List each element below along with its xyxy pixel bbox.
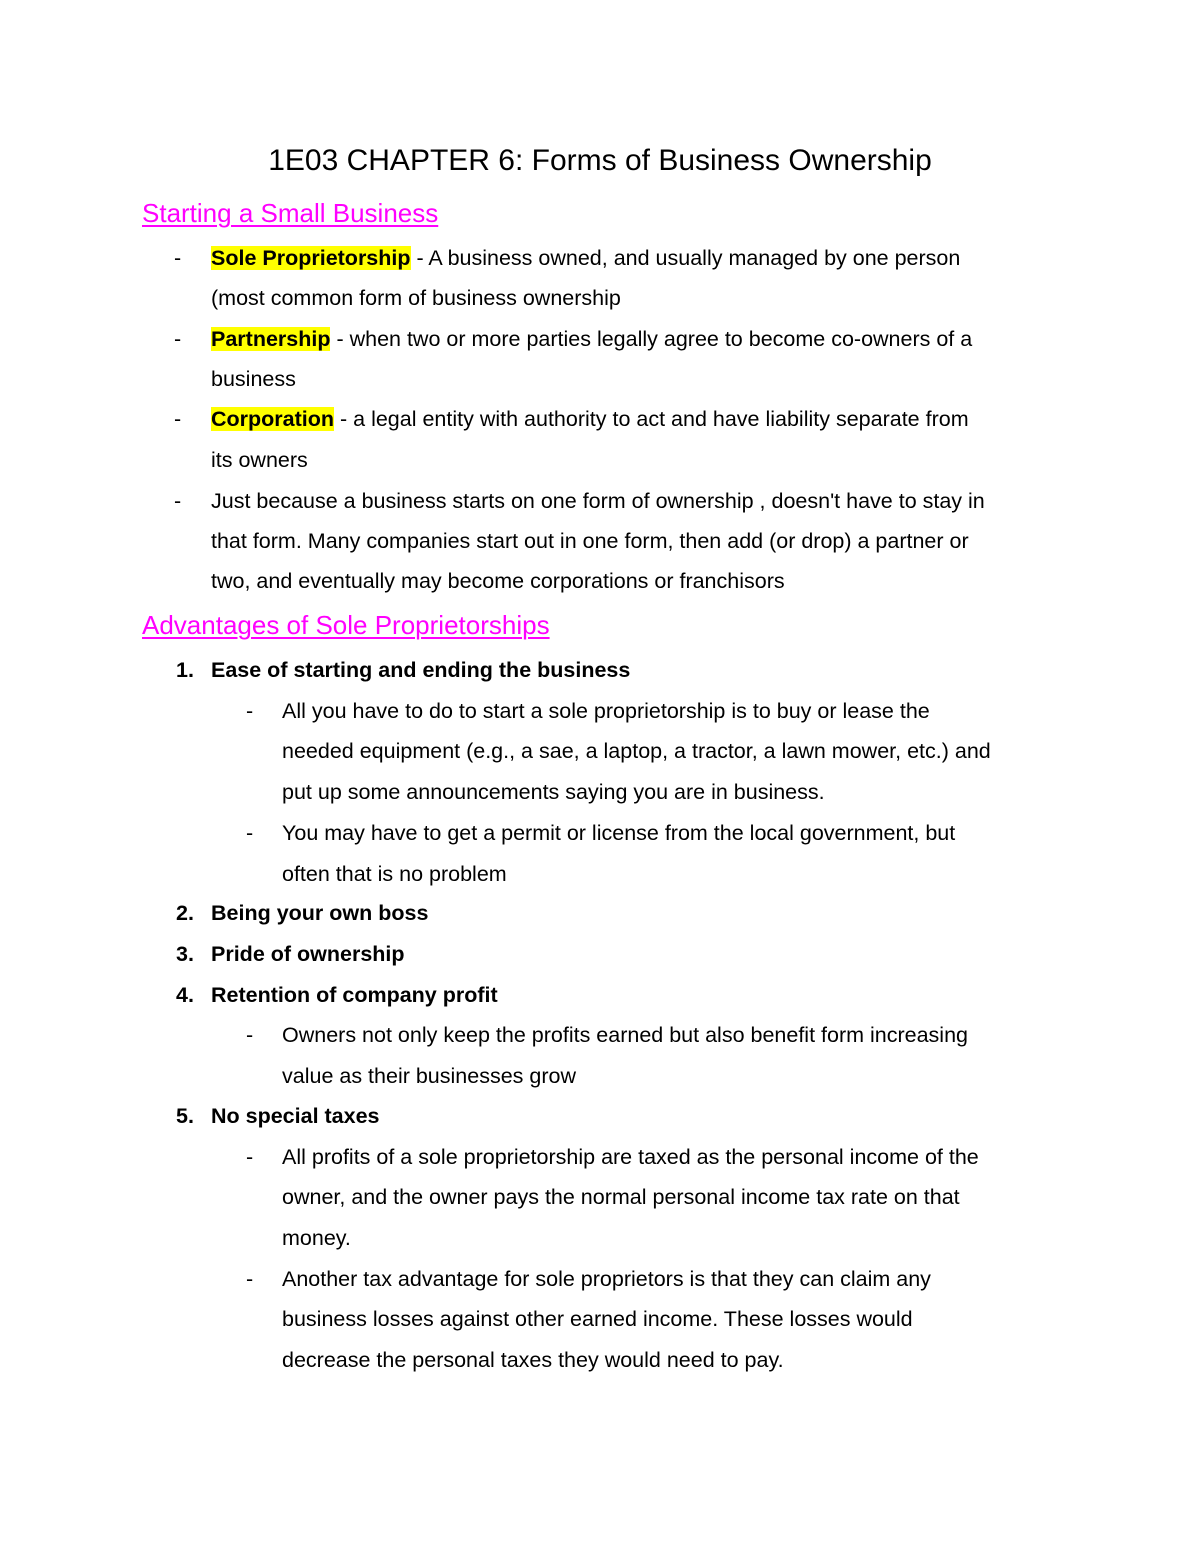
sub-bullet-line: needed equipment (e.g., a sae, a laptop, a tractor, a lawn mower, etc.) and — [282, 739, 991, 763]
definition-partnership — [211, 324, 972, 354]
sub-bullet-line: put up some announcements saying you are in business. — [282, 780, 825, 804]
definition-continuation: (most common form of business ownership — [211, 286, 621, 310]
bullet-dash: - — [246, 1267, 254, 1291]
term-highlight: Corporation — [211, 407, 335, 431]
definition-continuation: its owners — [211, 448, 308, 472]
sub-bullet-line: money. — [282, 1226, 351, 1250]
term-highlight: Partnership — [211, 327, 331, 351]
list-item-heading: No special taxes — [211, 1104, 380, 1128]
term-highlight: Sole Proprietorship — [211, 246, 411, 270]
definition-sole-proprietorship — [211, 243, 960, 273]
sub-bullet-line: Owners not only keep the profits earned but also benefit form increasing — [282, 1023, 968, 1047]
sub-bullet-line: business losses against other earned income. These losses would — [282, 1307, 913, 1331]
bullet-dash: - — [174, 489, 182, 513]
list-item-heading: Being your own boss — [211, 901, 429, 925]
list-item-heading: Ease of starting and ending the business — [211, 658, 631, 682]
list-item-heading: Pride of ownership — [211, 942, 405, 966]
list-item-heading: Retention of company profit — [211, 983, 498, 1007]
sub-bullet-line: often that is no problem — [282, 862, 507, 886]
list-number: 3. — [176, 942, 194, 966]
bullet-dash: - — [174, 407, 182, 431]
section-heading-advantages-sole-proprietorships: Advantages of Sole Proprietorships — [142, 610, 550, 640]
sub-bullet-line: All profits of a sole proprietorship are taxed as the personal income of the — [282, 1145, 979, 1169]
definition-corporation — [211, 404, 969, 434]
sub-bullet-line: value as their businesses grow — [282, 1064, 576, 1088]
bullet-dash: - — [246, 1145, 254, 1169]
paragraph-line: Just because a business starts on one form of ownership , doesn't have to stay in — [211, 489, 985, 513]
list-number: 1. — [176, 658, 194, 682]
section-heading-starting-small-business: Starting a Small Business — [142, 198, 439, 228]
list-number: 2. — [176, 901, 194, 925]
definition-text: - when two or more parties legally agree to become co-owners of a — [330, 327, 973, 351]
bullet-dash: - — [174, 246, 182, 270]
bullet-dash: - — [246, 821, 254, 845]
bullet-dash: - — [174, 327, 182, 351]
sub-bullet-line: All you have to do to start a sole proprietorship is to buy or lease the — [282, 699, 930, 723]
sub-bullet-line: decrease the personal taxes they would need to pay. — [282, 1348, 784, 1372]
definition-text: - A business owned, and usually managed by one person — [410, 246, 961, 270]
bullet-dash: - — [246, 699, 254, 723]
list-number: 4. — [176, 983, 194, 1007]
document-title: 1E03 CHAPTER 6: Forms of Business Ownership — [268, 144, 932, 177]
sub-bullet-line: owner, and the owner pays the normal personal income tax rate on that — [282, 1185, 960, 1209]
definition-continuation: business — [211, 367, 296, 391]
list-number: 5. — [176, 1104, 194, 1128]
bullet-dash: - — [246, 1023, 254, 1047]
sub-bullet-line: Another tax advantage for sole proprietors is that they can claim any — [282, 1267, 931, 1291]
definition-text: - a legal entity with authority to act and have liability separate from — [334, 407, 969, 431]
paragraph-line: two, and eventually may become corporations or franchisors — [211, 569, 785, 593]
paragraph-line: that form. Many companies start out in one form, then add (or drop) a partner or — [211, 529, 969, 553]
sub-bullet-line: You may have to get a permit or license from the local government, but — [282, 821, 956, 845]
